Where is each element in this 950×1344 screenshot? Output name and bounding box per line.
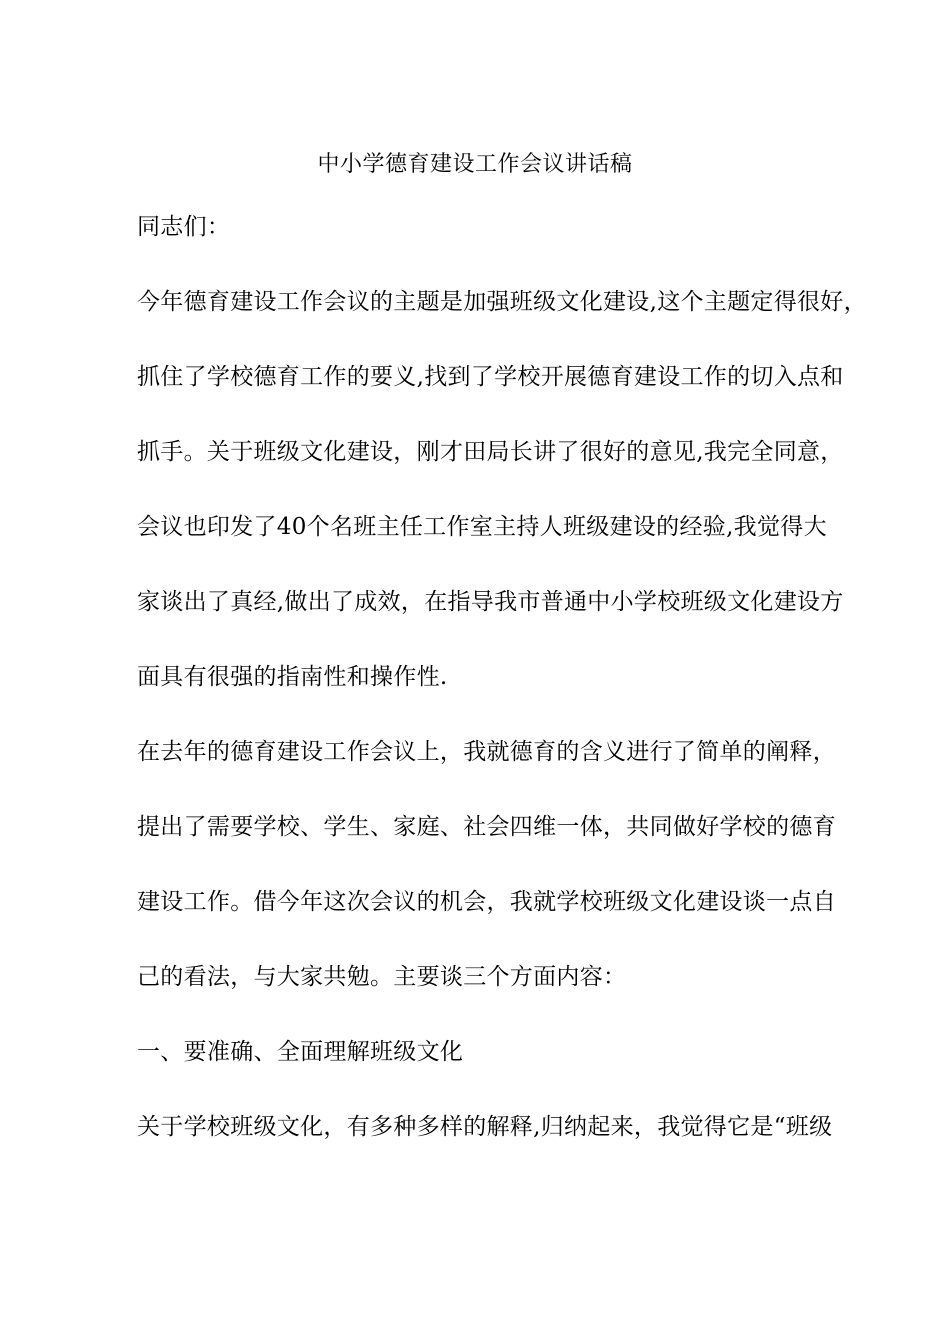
document-title: 中小学德育建设工作会议讲话稿: [317, 152, 633, 177]
paragraph-line: 面具有很强的指南性和操作性.: [137, 664, 448, 690]
paragraph-line: 会议也印发了40个名班主任工作室主持人班级建设的经验,我觉得大: [137, 514, 827, 540]
paragraph-line: 抓住了学校德育工作的要义,找到了学校开展德育建设工作的切入点和: [137, 364, 844, 390]
paragraph-line: 今年德育建设工作会议的主题是加强班级文化建设,这个主题定得很好，: [137, 289, 867, 315]
paragraph-line: 己的看法，与大家共勉。主要谈三个方面内容：: [137, 964, 627, 990]
paragraph-line: 提出了需要学校、学生、家庭、社会四维一体，共同做好学校的德育: [137, 814, 836, 840]
paragraph-line: 建设工作。借今年这次会议的机会，我就学校班级文化建设谈一点自: [137, 889, 836, 915]
salutation-line: 同志们：: [137, 214, 231, 240]
paragraph-line: 关于学校班级文化，有多种多样的解释,归纳起来，我觉得它是“班级: [137, 1114, 833, 1140]
section-heading: 一、要准确、全面理解班级文化: [137, 1039, 464, 1065]
paragraph-line: 家谈出了真经,做出了成效，在指导我市普通中小学校班级文化建设方: [137, 589, 844, 615]
paragraph-line: 在去年的德育建设工作会议上，我就德育的含义进行了简单的阐释，: [137, 739, 836, 765]
paragraph-line: 抓手。关于班级文化建设，刚才田局长讲了很好的意见,我完全同意，: [137, 439, 844, 465]
